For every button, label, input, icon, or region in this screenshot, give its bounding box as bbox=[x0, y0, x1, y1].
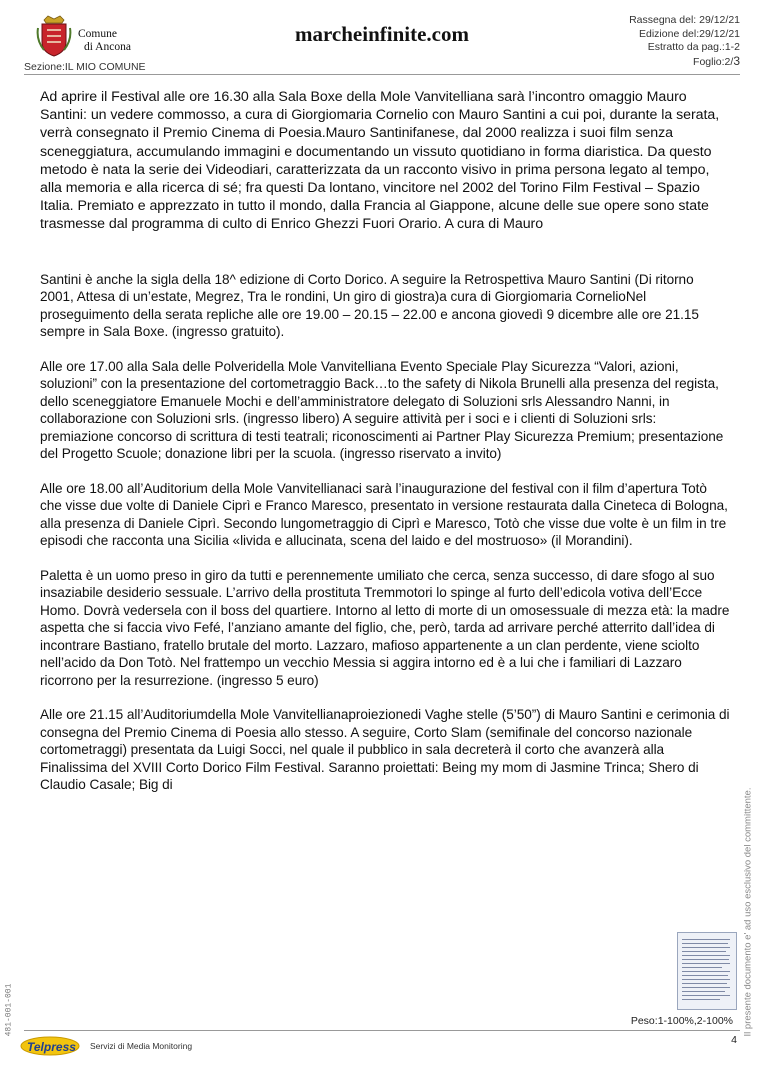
comune-line-2: di Ancona bbox=[84, 41, 131, 53]
peso-label: Peso:1-100%,2-100% bbox=[630, 1015, 733, 1027]
document-code-text: 481-001-001 bbox=[4, 983, 14, 1037]
rassegna-date: Rassegna del: 29/12/21 bbox=[629, 14, 740, 26]
article-paragraph-1: Ad aprire il Festival alle ore 16.30 alla Sala Boxe della Mole Vanvitelliana sarà l’incontro omaggio Mauro Santini: un vedere commosso, a cura di Giorgiomaria Cornelio con Mauro Santini a cui poi, durante la serata, verrà consegnato il Premio Cinema di Poesia.Mauro Santinifanese, dal 2000 realizza i suoi film senza sceneggiatura, accumulando immagini e documentando un vissuto quotidiano in forma diaristica. Da questo metodo è nata la serie dei Videodiari, caratterizzata da un racconto visivo in prima persona legato al tempo, alla memoria e alla ricerca di sé; fra questi Da lontano, vincitore nel 2002 del Torino Film Festival – Spazio Italia. Premiato e apprezzato in tutto il mondo, dalla Francia al Giappone, alcune delle sue opere sono state trasmesse dal programma di culto di Enrico Ghezzi Fuori Orario. A cura di Mauro bbox=[40, 89, 720, 233]
press-meta bbox=[629, 14, 740, 69]
paragraph-spacer bbox=[40, 689, 730, 706]
paragraph-spacer bbox=[40, 341, 730, 358]
article-paragraph-6: Alle ore 21.15 all’Auditoriumdella Mole Vanvitellianaproiezionedi Vaghe stelle (5’50”) di Mauro Santini e cerimonia di consegna del Premio Cinema di Poesia allo stesso. A seguire, Corto Slam (semifinale del concorso nazionale cortometraggi) presentata da Luigi Socci, nel quale il pubblico in sala decreterà il corto che avanzerà alla Finalissima del XVIII Corto Dorico Film Festival. Saranno proiettati: Being my mom di Jasmine Trinca; Shero di Claudio Casale; Big di bbox=[40, 707, 730, 793]
telpress-logo-text: Telpress bbox=[27, 1040, 76, 1054]
footer-divider bbox=[24, 1030, 740, 1031]
servizi-label: Servizi di Media Monitoring bbox=[90, 1041, 193, 1051]
page-thumbnail bbox=[677, 932, 737, 1010]
paragraph-spacer bbox=[40, 234, 730, 271]
edizione-date: Edizione del:29/12/21 bbox=[639, 27, 740, 40]
sezione-label: Sezione:IL MIO COMUNE bbox=[24, 61, 146, 73]
article-paragraph-4: Alle ore 18.00 all’Auditorium della Mole Vanvitellianaci sarà l’inaugurazione del festival con il film d’apertura Totò che visse due volte di Daniele Ciprì e Franco Maresco, presentato in versione restaurata dalla Cineteca di Bologna, alla presenza di Daniele Ciprì. Secondo lungometraggio di Ciprì e Maresco, Totò che visse due volte è un film in tre episodi che racconta una Sicilia «livida e allucinata, scena del laido e del mostruoso» (il Morandini). bbox=[40, 480, 728, 549]
article-paragraph-2: Santini è anche la sigla della 18^ edizione di Corto Dorico. A seguire la Retrospettiva Mauro Santini (Di ritorno 2001, Attesa di un’estate, Megrez, Tra le rondini, Un giro di giostra)a cura di Giorgiomaria CornelioNel proseguimento della serata repliche alle ore 19.00 – 20.15 – 22.00 e ancona giovedì 9 dicembre alle ore 21.15 sempre in Sala Boxe. (ingresso gratuito). bbox=[40, 271, 699, 340]
foglio-info bbox=[629, 55, 740, 70]
source-title: marcheinfinite.com bbox=[295, 22, 469, 46]
foglio-prefix: Foglio:2/ bbox=[693, 55, 734, 68]
comune-line-1: Comune bbox=[78, 28, 117, 40]
document-header bbox=[24, 14, 740, 74]
usage-note bbox=[738, 787, 758, 1037]
article-paragraph-5: Paletta è un uomo preso in giro da tutti e perennemente umiliato che cerca, senza successo, di dare sfogo al suo insaziabile desiderio sessuale. L’arrivo della prostituta Tremmotori lo spinge al furto dell’edicola votiva dell’Ecce Homo. Dovrà vedersela con il boss del quartiere. Intorno al letto di morte di un omosessuale di mezza età: la madre aspetta che si faccia vivo Fefé, l’anziano amante del figlio, che, però, tarda ad arrivare perché atterrito dall’idea di incontrare Bastiano, fratello brutale del morto. Lazzaro, mafioso appartenente a un clan perdente, viene sciolto nell’acido da Don Totò. Nel frattempo un vecchio Messia si aggira intorno ed è a lui che i familiari di Lazzaro ricorrono per la resurrezione. (ingresso 5 euro) bbox=[40, 567, 730, 688]
foglio-total: 3 bbox=[733, 53, 740, 68]
page-number: 4 bbox=[731, 1034, 737, 1046]
paragraph-spacer bbox=[40, 550, 730, 567]
document-code bbox=[2, 960, 16, 1060]
article-paragraph-3: Alle ore 17.00 alla Sala delle Polveridella Mole Vanvitelliana Evento Speciale Play Sicurezza “Valori, azioni, soluzioni” con la presentazione del cortometraggio Back…to the safety di Nikola Brunelli alla presenza del regista, dello sceneggiatore Emanuele Mochi e dell’amministratore delegato di Soluzioni srls Alessandro Nanni, in collaborazione con Soluzioni srls. (ingresso libero) A seguire attività per i soci e i clienti di Soluzioni srls: premiazione concorso di scrittura di testi teatrali; riconoscimenti ai Partner Play Sicurezza Premium; presentazione del Progetto Scuole; donazione libri per la scuola. (ingresso riservato a invito) bbox=[40, 358, 724, 462]
header-divider bbox=[24, 74, 740, 75]
paragraph-spacer bbox=[40, 463, 730, 480]
article-body bbox=[40, 88, 730, 794]
usage-note-text: Il presente documento e' ad uso esclusivo del committente. bbox=[742, 787, 754, 1037]
estratto-pages: Estratto da pag.:1-2 bbox=[647, 41, 740, 53]
